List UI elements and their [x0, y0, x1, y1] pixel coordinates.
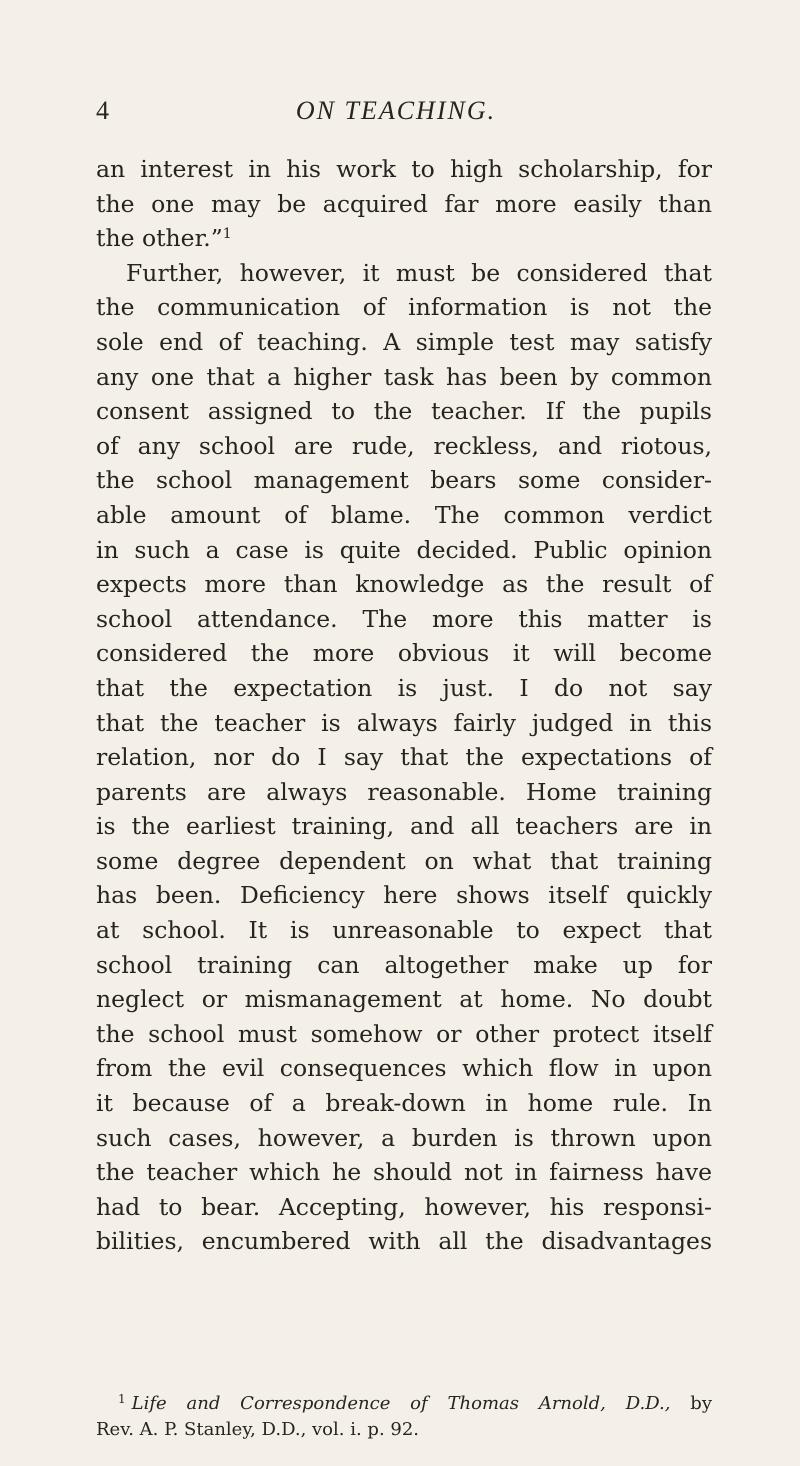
text-line: has been. Deficiency here shows itself quickly	[96, 881, 712, 910]
text-line: the school must somehow or other protect itself	[96, 1019, 712, 1048]
page-number: 4	[96, 96, 109, 125]
text-line: some degree dependent on what that training	[96, 846, 712, 875]
text-line: school training can altogether make up for	[96, 950, 712, 979]
text-line: relation, nor do I say that the expectations of	[96, 743, 712, 772]
text-line: any one that a higher task has been by common	[96, 362, 712, 391]
text-line: the communication of information is not the	[96, 293, 712, 322]
footnote-by: by	[670, 1393, 712, 1414]
text-line: expects more than knowledge as the result of	[96, 570, 712, 599]
footnote-reference: 1	[222, 226, 232, 243]
body-text	[96, 152, 712, 1259]
text-line: is the earliest training, and all teachers are in	[96, 812, 712, 841]
running-title: ON TEACHING.	[295, 96, 497, 125]
text-line-content: the other.”	[96, 224, 223, 253]
text-line: such cases, however, a burden is thrown upon	[96, 1123, 712, 1152]
text-line: the school management bears some consider-	[96, 466, 712, 495]
text-line: the one may be acquired far more easily than	[96, 189, 712, 218]
footnote-mark: 1	[118, 1392, 126, 1406]
text-line: at school. It is unreasonable to expect that	[96, 916, 712, 945]
text-line: parents are always reasonable. Home training	[96, 777, 712, 806]
text-line: that the expectation is just. I do not say	[96, 673, 712, 702]
text-line: considered the more obvious it will become	[96, 639, 712, 668]
text-line: of any school are rude, reckless, and riotous,	[96, 431, 712, 460]
footnote-line: Rev. A. P. Stanley, D.D., vol. i. p. 92.	[96, 1419, 420, 1440]
text-line: it because of a break-down in home rule. In	[96, 1089, 712, 1118]
footnote	[96, 1391, 712, 1443]
footnote-title: Life and Correspondence of Thomas Arnold, D.D.,	[131, 1393, 671, 1414]
text-line: sole end of teaching. A simple test may satisfy	[96, 327, 712, 356]
text-line: Further, however, it must be considered that	[126, 258, 712, 287]
text-line: had to bear. Accepting, however, his responsi-	[96, 1192, 712, 1221]
text-line: that the teacher is always fairly judged in this	[96, 708, 712, 737]
text-line: an interest in his work to high scholarship, for	[96, 155, 712, 183]
text-line	[96, 221, 712, 256]
page-header	[96, 96, 696, 136]
text-line: neglect or mismanagement at home. No doubt	[96, 985, 712, 1014]
text-line: the teacher which he should not in fairness have	[96, 1158, 712, 1187]
text-line: bilities, encumbered with all the disadvantages	[96, 1227, 712, 1256]
text-line: able amount of blame. The common verdict	[96, 500, 712, 529]
text-line: school attendance. The more this matter is	[96, 604, 712, 633]
text-line: in such a case is quite decided. Public opinion	[96, 535, 712, 564]
footnote-line	[96, 1391, 712, 1417]
text-line: from the evil consequences which flow in upon	[96, 1054, 712, 1083]
text-line: consent assigned to the teacher. If the pupils	[96, 397, 712, 426]
